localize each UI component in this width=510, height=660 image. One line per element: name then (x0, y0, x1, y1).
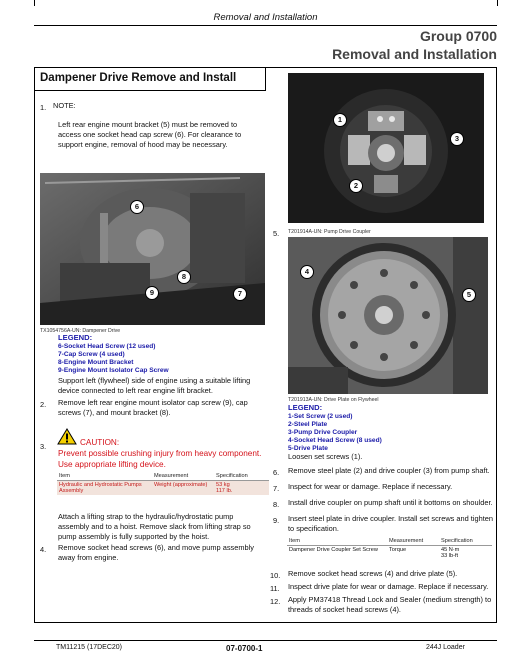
step-number: 10. (270, 571, 281, 580)
table-cell: 45 N·m 33 lb-ft (441, 547, 460, 559)
step-8-text: Install drive coupler on pump shaft until it bottoms on shoulder. (288, 498, 493, 507)
title-bar (34, 67, 266, 91)
table-header: Specification (439, 537, 492, 546)
step-2-text: Remove left rear engine mount isolator cap screw (9), cap screws (7), and mount bracket (8). (58, 398, 248, 417)
lifting-text: Attach a lifting strap to the hydraulic/hydrostatic pump assembly and to a hoist. Remove slack from lifting strap so pump assembly is fully supported by the hoist. (58, 512, 251, 541)
step-number: 3. (40, 442, 47, 451)
drive-plate-photo (288, 237, 488, 394)
step-number: 2. (40, 400, 47, 409)
table-cell: Dampener Drive Coupler Set Screw (289, 547, 378, 553)
table-header: Measurement (152, 472, 214, 481)
warning-icon (57, 428, 77, 450)
table-header: Specification (214, 472, 269, 481)
table-header: Item (287, 537, 387, 546)
step-7-text: Inspect for wear or damage. Replace if necessary. (288, 482, 453, 491)
step-11-text: Inspect drive plate for wear or damage. Replace if necessary. (288, 582, 489, 591)
footer-tm-number: TM11215 (17DEC20) (56, 644, 123, 651)
legend-title: LEGEND: (288, 403, 323, 412)
step-number: 6. (273, 468, 280, 477)
loosen-text: Loosen set screws (1). (288, 452, 363, 461)
figure-caption: T201913A-UN: Drive Plate on Flywheel (288, 397, 379, 403)
section-heading: Removal and Installation (332, 46, 497, 62)
table-cell: Torque (389, 547, 407, 553)
legend-list: 6-Socket Head Screw (12 used) 7-Cap Screw (4 used) 8-Engine Mount Bracket 9-Engine Mount Isolator Cap Screw (58, 343, 169, 374)
table-cell: Hydraulic and Hydrostatic Pumps Assembly (57, 481, 152, 496)
group-heading: Group 0700 (419, 28, 497, 44)
procedure-title: Dampener Drive Remove and Install (40, 72, 237, 84)
step-number: 5. (273, 229, 280, 238)
step-number: 8. (273, 500, 280, 509)
step-number: 11. (270, 584, 280, 593)
footer-rule (34, 640, 497, 641)
step-number: 7. (273, 484, 280, 493)
step-number: 12. (270, 597, 281, 606)
step-12-text: Apply PM37418 Thread Lock and Sealer (medium strength) to threads of socket head screws (4). (288, 595, 492, 614)
caution-text: Prevent possible crushing injury from heavy component. Use appropriate lifting device. (58, 449, 262, 469)
figure-caption: TX1054756A-UN: Dampener Drive (40, 328, 121, 334)
footer-machine: 244J Loader (426, 644, 465, 651)
step-number: 9. (273, 516, 280, 525)
callout-9: 9 (145, 286, 159, 300)
step-4-text: Remove socket head screws (6), and move pump assembly away from engine. (58, 543, 254, 562)
pump-drive-coupler-photo (288, 73, 484, 223)
callout-5: 5 (462, 288, 476, 302)
footer-page-number: 07-0700-1 (226, 644, 263, 653)
step-9-text: Insert steel plate in drive coupler. Install set screws and tighten to specification. (288, 514, 493, 533)
callout-7: 7 (233, 287, 247, 301)
table-cell: 53 kg 117 lb. (214, 481, 269, 496)
spec-table-torque (287, 537, 492, 560)
note-text: Left rear engine mount bracket (5) must be removed to access one socket head cap screw (6). For clearance to support engine, removal of hood may be necessary. (58, 120, 242, 149)
step-number: 4. (40, 545, 47, 554)
callout-3: 3 (450, 132, 464, 146)
callout-1: 1 (333, 113, 347, 127)
support-text: Support left (flywheel) side of engine using a suitable lifting device connected to left rear engine lift bracket. (58, 376, 251, 395)
caution-label: CAUTION: (80, 438, 120, 447)
table-cell: Weight (approximate) (152, 481, 214, 496)
callout-8: 8 (177, 270, 191, 284)
step-number: 1. (40, 103, 47, 112)
table-header: Measurement (387, 537, 439, 546)
frame-line (497, 0, 498, 6)
legend-list: 1-Set Screw (2 used) 2-Steel Plate 3-Pump Drive Coupler 4-Socket Head Screw (8 used) 5-Drive Plate (288, 413, 382, 452)
callout-2: 2 (349, 179, 363, 193)
frame-line (34, 0, 35, 6)
step-10-text: Remove socket head screws (4) and drive plate (5). (288, 569, 458, 578)
callout-6: 6 (130, 200, 144, 214)
legend-title: LEGEND: (58, 333, 93, 342)
running-header: Removal and Installation (34, 12, 497, 26)
note-label: NOTE: (53, 101, 76, 110)
dampener-drive-photo (40, 173, 265, 325)
figure-caption: T201914A-UN: Pump Drive Coupler (288, 229, 371, 235)
callout-4: 4 (300, 265, 314, 279)
step-6-text: Remove steel plate (2) and drive coupler (3) from pump shaft. (288, 466, 490, 475)
table-header: Item (57, 472, 152, 481)
spec-table-weight (57, 472, 269, 495)
